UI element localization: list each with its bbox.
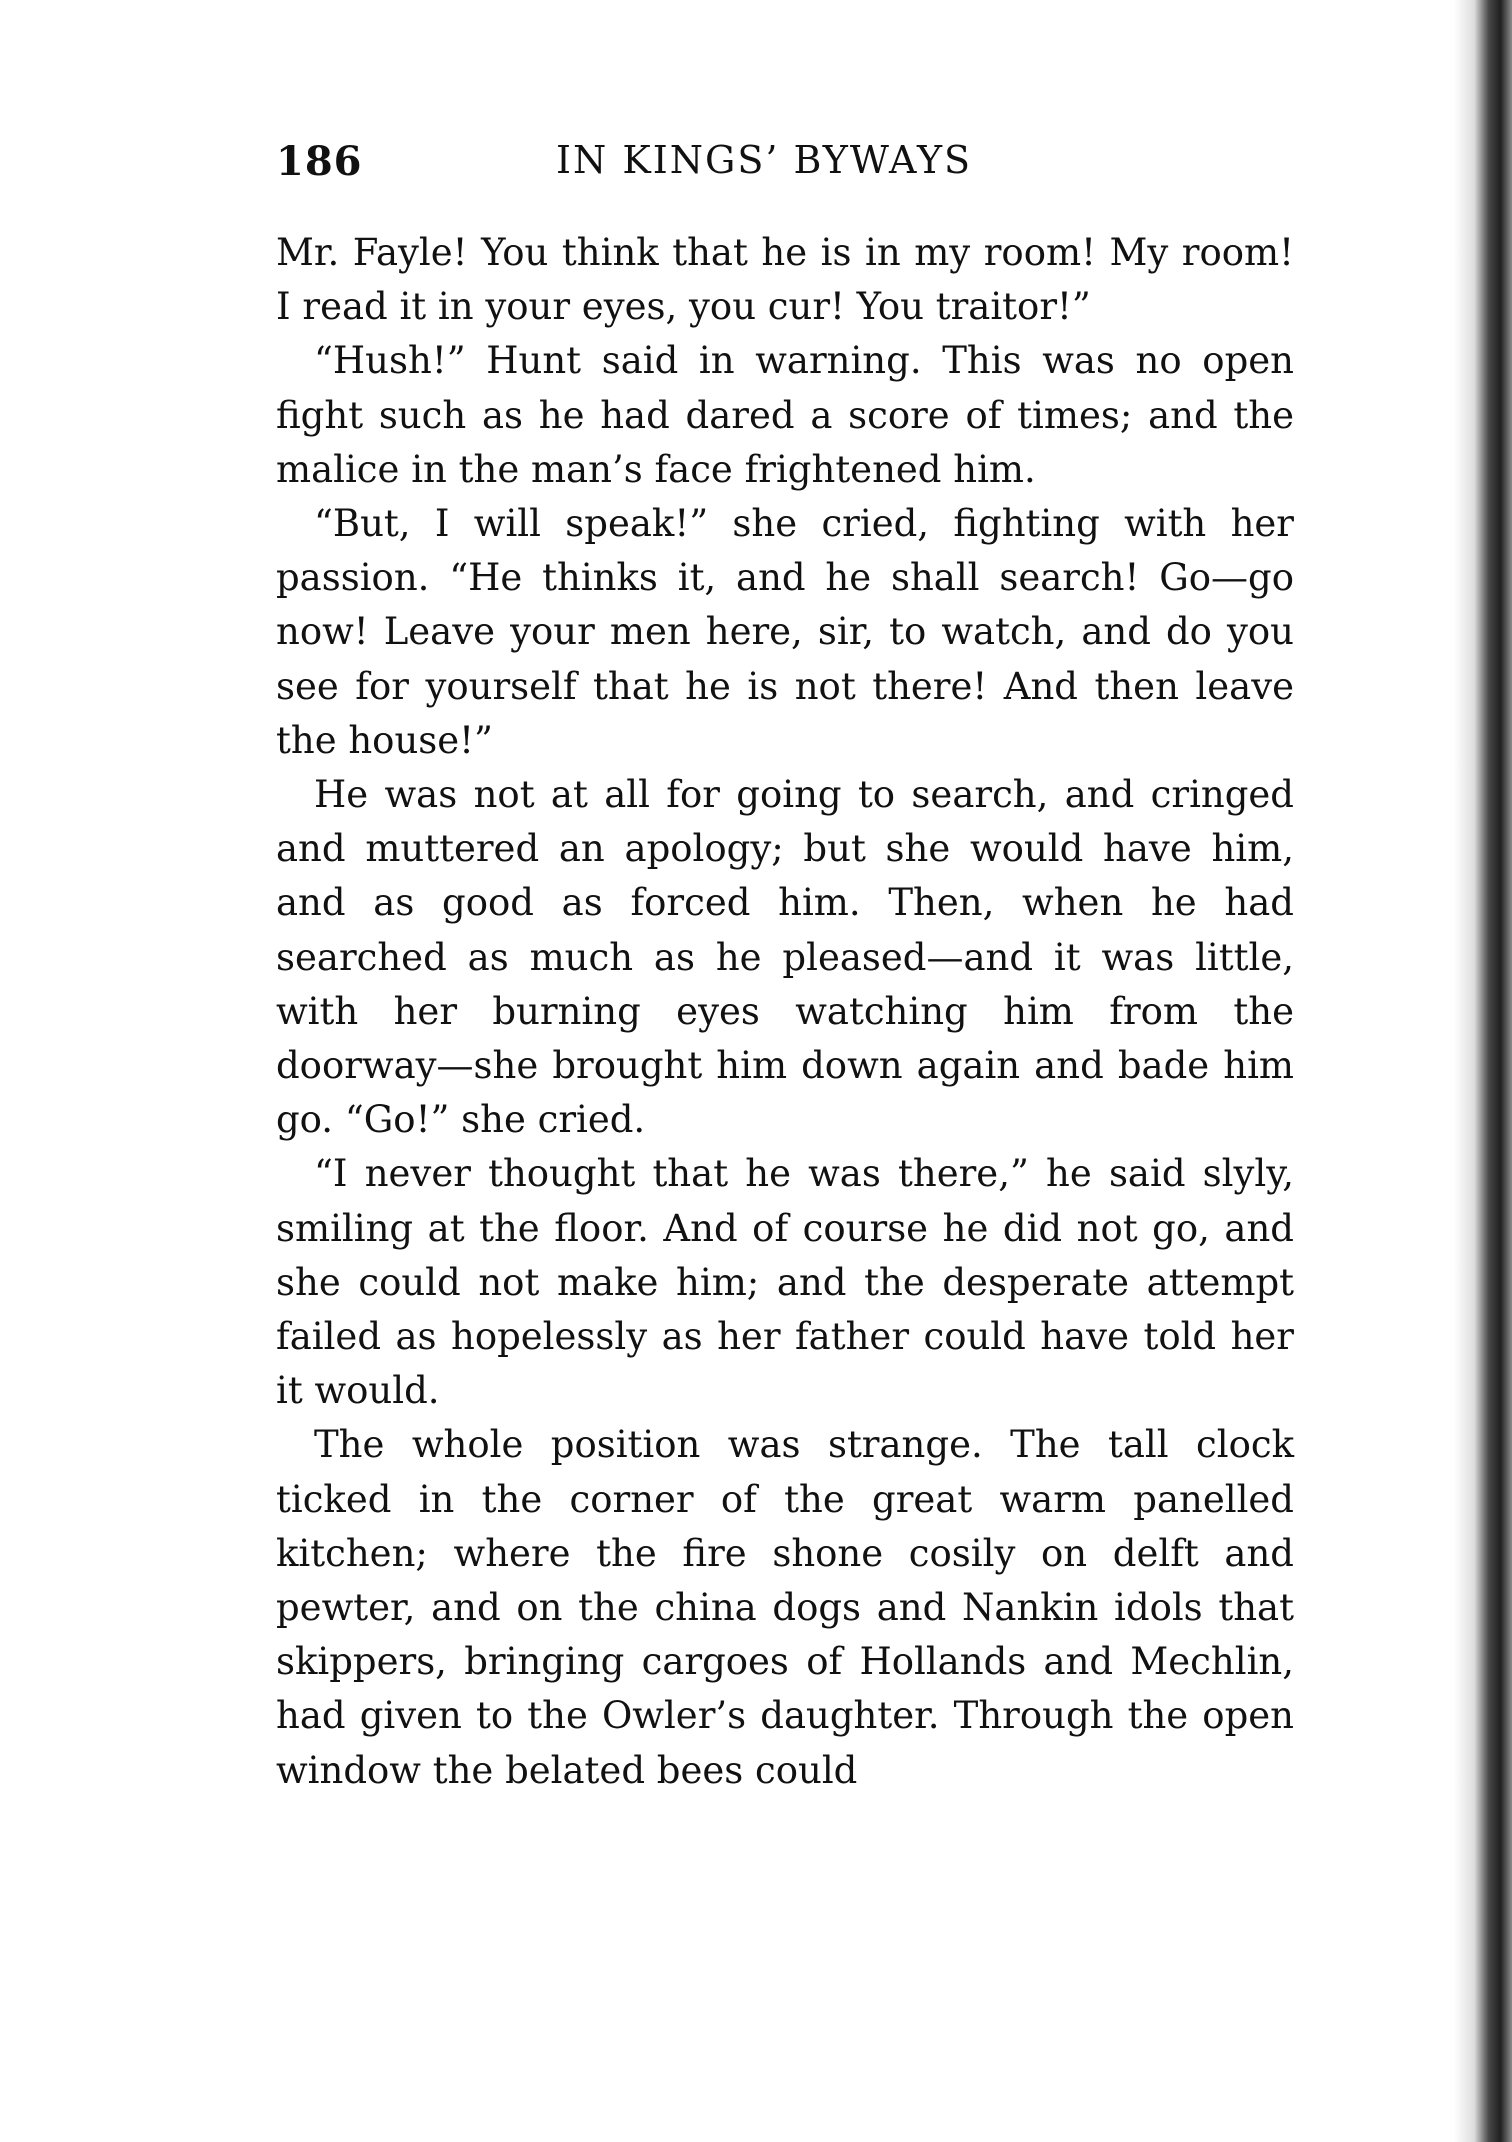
- body-text: [276, 226, 1294, 1798]
- paragraph: The whole position was strange. The tall clock ticked in the corner of the great warm panelled kitchen; where the fire shone cosily on delft and pewter, and on the china dogs and Nankin idols that skippers, bringing cargoes of Hollands and Mechlin, had given to the Owler’s daughter. Through the open window the belated bees could: [276, 1423, 1294, 1792]
- paragraph: “Hush!” Hunt said in warning. This was no open fight such as he had dared a score of times; and the malice in the man’s face frightened him.: [276, 339, 1294, 491]
- page-number: 186: [276, 138, 363, 185]
- page-header: [276, 138, 1296, 198]
- paragraph: Mr. Fayle! You think that he is in my room! My room! I read it in your eyes, you cur! You traitor!”: [276, 231, 1294, 329]
- paragraph: “I never thought that he was there,” he said slyly, smiling at the floor. And of course he did not go, and she could not make him; and the desperate attempt failed as hopelessly as her father could have told her it would.: [276, 1152, 1294, 1413]
- binding-edge-shadow: [1454, 0, 1512, 2142]
- paragraph: He was not at all for going to search, and cringed and muttered an apology; but she would have him, and as good as forced him. Then, when he had searched as much as he pleased—and it was little, with her burning eyes watching him from the doorway—she brought him down again and bade him go. “Go!” she cried.: [276, 773, 1294, 1142]
- paragraph: “But, I will speak!” she cried, fighting with her passion. “He thinks it, and he shall search! Go—go now! Leave your men here, sir, to watch, and do you see for yourself that he is not there! And then leave the house!”: [276, 502, 1294, 762]
- running-head: IN KINGS’ BYWAYS: [556, 138, 973, 182]
